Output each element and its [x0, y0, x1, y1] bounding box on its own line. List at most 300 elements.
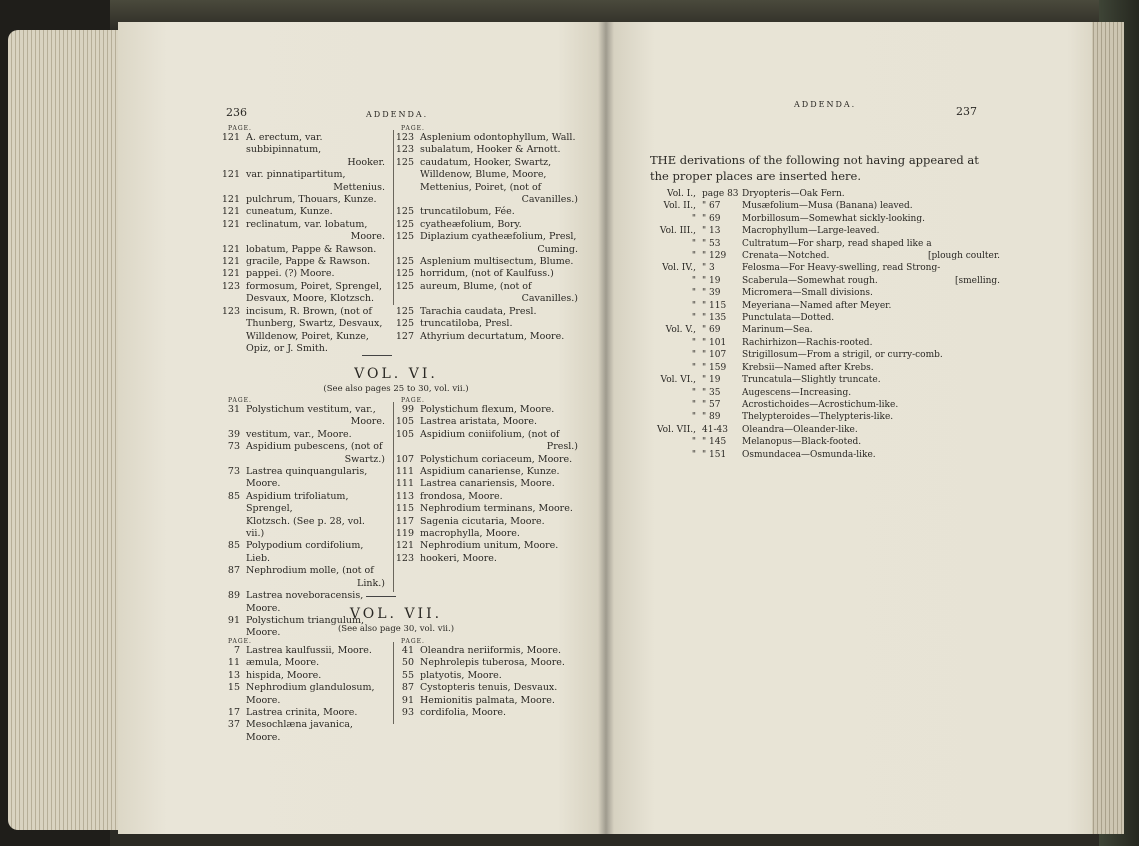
index-column: [394, 645, 578, 719]
index-entry: [220, 281, 385, 293]
entry-page-number: 115: [395, 503, 414, 515]
entry-page-number: 121: [221, 169, 240, 181]
index-entry: [394, 281, 578, 293]
index-column: [220, 645, 385, 744]
derivation-text: Felosma—For Heavy-swelling, read Strong-: [742, 263, 941, 274]
intro-text: THE derivations of the following not having appeared at: [650, 153, 979, 167]
entry-text: subalatum, Hooker & Arnott.: [420, 144, 561, 156]
volume-label: ": [691, 275, 696, 286]
index-entry: [220, 306, 385, 318]
page-ref: " 101: [702, 337, 727, 348]
volume-label: Vol. VI.,: [660, 375, 696, 386]
entry-text: Aspidium canariense, Kunze.: [420, 466, 560, 478]
index-entry: [394, 682, 578, 694]
index-entry: [394, 331, 578, 343]
entry-page-number: 91: [227, 614, 240, 626]
volume-label: ": [691, 350, 696, 361]
index-entry: [220, 670, 385, 682]
page-ref: " 57: [702, 399, 721, 410]
intro-text: the proper places are inserted here.: [650, 169, 862, 183]
index-entry: [394, 553, 578, 565]
entry-text: Aspidium coniifolium, (not of: [420, 428, 560, 440]
derivation-entry: [650, 262, 1000, 274]
entry-text: Lastrea canariensis, Moore.: [420, 478, 555, 490]
entry-text: var. pinnatipartitum,: [246, 169, 346, 181]
book-gutter: [598, 22, 614, 834]
page-ref: " 19: [702, 275, 721, 286]
index-entry: [394, 466, 578, 478]
entry-page-number: 99: [401, 404, 414, 415]
index-entry: [394, 144, 578, 156]
index-entry: [220, 565, 385, 577]
entry-page-number: [220, 343, 240, 355]
page-edges-left: [8, 30, 120, 830]
volume-label: ": [691, 399, 696, 410]
page-column-header: PAGE.: [228, 125, 252, 132]
page-ref: " 69: [702, 213, 721, 224]
entry-text: frondosa, Moore.: [420, 490, 503, 502]
volume-heading: VOL. VI.: [354, 366, 438, 382]
page-ref: " 145: [702, 437, 727, 448]
entry-page-number: 111: [395, 478, 414, 490]
entry-continuation: Hooker.: [347, 156, 385, 168]
page-column-header: PAGE.: [228, 397, 252, 404]
derivation-text: Acrostichoides—Acrostichum-like.: [742, 399, 899, 410]
index-entry: [394, 695, 578, 707]
see-also-note: (See also page 30, vol. vii.): [337, 624, 455, 634]
left-page: [118, 22, 606, 834]
index-entry: [394, 528, 578, 540]
entry-page-number: 13: [227, 669, 240, 681]
index-entry: [394, 404, 578, 416]
section-rule: [366, 596, 396, 597]
derivation-text: Musæfolium—Musa (Banana) leaved.: [742, 201, 913, 212]
entry-text: Thunberg, Swartz, Desvaux,: [246, 318, 383, 330]
index-entry: [394, 670, 578, 682]
derivation-entry: [650, 411, 1000, 423]
index-entry: [220, 206, 385, 218]
page-edges-right: [1090, 22, 1124, 834]
index-column: [220, 132, 385, 355]
entry-continuation: Swartz.): [344, 453, 385, 465]
entry-continuation: Moore.: [350, 416, 385, 428]
entry-page-number: 113: [395, 490, 414, 502]
index-entry: [394, 540, 578, 552]
page-column-header: PAGE.: [401, 638, 425, 645]
entry-page-number: 85: [227, 540, 240, 552]
derivation-text: Krebsii—Named after Krebs.: [742, 362, 874, 373]
entry-text: Sagenia cicutaria, Moore.: [420, 515, 545, 527]
volume-label: ": [691, 362, 696, 373]
entry-text: lobatum, Pappe & Rawson.: [246, 243, 377, 255]
page-ref: 41-43: [702, 424, 728, 435]
entry-page-number: 125: [395, 156, 414, 168]
index-entry: [394, 256, 578, 268]
entry-continuation: Cavanilles.): [521, 293, 578, 305]
volume-label: ": [691, 449, 696, 460]
derivation-entry: [650, 213, 1000, 225]
index-column: [394, 404, 578, 565]
derivation-text: Punctulata—Dotted.: [742, 313, 835, 324]
entry-page-number: 121: [221, 132, 240, 143]
index-column: [220, 404, 385, 640]
derivation-text: Meyeriana—Named after Meyer.: [742, 300, 892, 311]
index-entry: [220, 194, 385, 206]
derivation-entry: [650, 349, 1000, 361]
volume-label: ": [691, 251, 696, 262]
page-number: 237: [956, 105, 977, 118]
entry-continuation: Cavanilles.): [521, 194, 578, 206]
entry-text: hispida, Moore.: [246, 669, 322, 681]
entry-text: pappei. (?) Moore.: [246, 268, 335, 280]
entry-text: horridum, (not of Kaulfuss.): [420, 268, 554, 280]
page-ref: " 89: [702, 412, 721, 423]
entry-text: aureum, Blume, (not of: [420, 280, 532, 292]
entry-text: cuneatum, Kunze.: [246, 206, 333, 218]
derivation-text: Strigillosum—From a strigil, or curry-comb.: [742, 350, 943, 361]
entry-text: A. erectum, var. subbipinnatum,: [246, 132, 323, 156]
entry-text: truncatiloba, Presl.: [420, 318, 513, 330]
entry-page-number: 93: [401, 707, 414, 719]
derivation-entry: [650, 188, 1000, 200]
entry-page-number: 121: [221, 256, 240, 268]
entry-text: Hemionitis palmata, Moore.: [420, 694, 555, 706]
index-entry: [220, 132, 385, 157]
volume-label: Vol. V.,: [665, 325, 696, 336]
index-entry: [220, 516, 385, 541]
derivation-entry: [650, 312, 1000, 324]
page-ref: " 19: [702, 375, 721, 386]
entry-text: Polypodium cordifolium, Lieb.: [246, 540, 364, 564]
derivation-entry: [650, 250, 1000, 262]
index-entry: [220, 331, 385, 343]
page-ref: " 13: [702, 226, 721, 237]
entry-page-number: 7: [233, 645, 240, 656]
entry-text: Willdenow, Blume, Moore,: [420, 169, 547, 181]
entry-text: Opiz, or J. Smith.: [246, 342, 328, 354]
page-ref: " 3: [702, 263, 715, 274]
entry-continuation: Presl.): [546, 441, 578, 453]
derivation-text: Augescens—Increasing.: [742, 387, 852, 398]
entry-page-number: 41: [401, 645, 414, 656]
index-entry: [220, 268, 385, 280]
index-entry: [220, 169, 385, 181]
index-entry: [394, 429, 578, 441]
entry-text: Nephrodium glandulosum, Moore.: [246, 682, 375, 706]
entry-text: Polystichum flexum, Moore.: [420, 404, 555, 415]
derivation-entry: [650, 287, 1000, 299]
index-entry: [220, 244, 385, 256]
entry-page-number: 121: [221, 243, 240, 255]
derivation-entry: [650, 238, 1000, 250]
entry-text: Asplenium multisectum, Blume.: [420, 256, 574, 268]
page-ref: " 159: [702, 362, 727, 373]
volume-label: ": [691, 288, 696, 299]
volume-label: ": [691, 313, 696, 324]
entry-continuation: Cuming.: [537, 243, 578, 255]
index-entry: [394, 206, 578, 218]
index-entry: [220, 429, 385, 441]
index-entry: [220, 645, 385, 657]
derivation-text: Truncatula—Slightly truncate.: [742, 375, 881, 386]
entry-page-number: 39: [227, 428, 240, 440]
running-head: ADDENDA.: [366, 110, 429, 119]
derivation-entry: [650, 399, 1000, 411]
entry-page-number: 121: [221, 218, 240, 230]
entry-page-number: 125: [395, 280, 414, 292]
entry-page-number: 117: [395, 515, 414, 527]
derivation-entry: [650, 449, 1000, 461]
entry-text: cordifolia, Moore.: [420, 707, 507, 719]
entry-text: Willdenow, Poiret, Kunze,: [246, 330, 369, 342]
entry-text: Nephrodium molle, (not of: [246, 565, 374, 577]
index-entry: [394, 219, 578, 231]
entry-page-number: 123: [395, 144, 414, 156]
entry-page-number: [394, 182, 414, 194]
section-rule: [362, 355, 392, 356]
index-entry: [220, 441, 385, 453]
entry-page-number: 89: [227, 590, 240, 602]
derivation-text: Scaberula—Somewhat rough.: [742, 275, 878, 286]
entry-page-number: 91: [401, 694, 414, 706]
derivation-text: Osmundacea—Osmunda-like.: [742, 449, 876, 460]
entry-page-number: 123: [221, 280, 240, 292]
index-entry: [394, 169, 578, 181]
volume-label: ": [691, 412, 696, 423]
derivation-entry: [650, 424, 1000, 436]
entry-page-number: 121: [221, 194, 240, 206]
entry-text: gracile, Pappe & Rawson.: [246, 256, 371, 268]
entry-page-number: 125: [395, 268, 414, 280]
index-entry: [220, 318, 385, 330]
page-column-header: PAGE.: [401, 397, 425, 404]
index-column: [394, 132, 578, 343]
index-entry: [394, 503, 578, 515]
entry-page-number: 105: [395, 416, 414, 428]
entry-page-number: 73: [227, 466, 240, 478]
index-entry: [394, 182, 578, 194]
entry-page-number: 125: [395, 206, 414, 218]
derivation-entry: [650, 387, 1000, 399]
entry-text: hookeri, Moore.: [420, 552, 497, 564]
index-entry: [394, 306, 578, 318]
derivation-continuation: [smelling.: [954, 275, 1000, 286]
derivation-entry: [650, 324, 1000, 336]
entry-page-number: 85: [227, 490, 240, 502]
derivation-text: Marinum—Sea.: [742, 325, 813, 336]
entry-page-number: 125: [395, 318, 414, 330]
index-entry: [220, 466, 385, 491]
entry-text: Lastrea kaulfussii, Moore.: [246, 645, 372, 656]
index-entry: [394, 132, 578, 144]
derivation-entry: [650, 275, 1000, 287]
entry-text: platyotis, Moore.: [420, 669, 502, 681]
entry-page-number: 125: [395, 256, 414, 268]
entry-page-number: 17: [227, 707, 240, 719]
entry-text: reclinatum, var. lobatum,: [246, 218, 368, 230]
entry-text: Aspidium trifoliatum, Sprengel,: [246, 490, 349, 515]
index-entry: [220, 719, 385, 744]
index-entry: [220, 491, 385, 516]
page-ref: " 129: [702, 251, 727, 262]
entry-page-number: 127: [395, 330, 414, 342]
entry-text: Nephrodium unitum, Moore.: [420, 540, 559, 552]
page-ref: " 135: [702, 313, 727, 324]
entry-continuation: Mettenius.: [333, 181, 385, 193]
volume-label: ": [691, 337, 696, 348]
page-ref: " 67: [702, 201, 721, 212]
index-entry: [220, 682, 385, 707]
index-entry: [220, 256, 385, 268]
see-also-note: (See also pages 25 to 30, vol. vii.): [323, 384, 469, 394]
page-ref: " 39: [702, 288, 721, 299]
index-entry: [394, 157, 578, 169]
entry-page-number: 73: [227, 441, 240, 453]
page-ref: " 53: [702, 238, 721, 249]
derivation-text: Morbillosum—Somewhat sickly-looking.: [742, 213, 925, 224]
volume-label: ": [691, 387, 696, 398]
entry-page-number: 111: [395, 466, 414, 478]
derivation-text: Rachirhizon—Rachis-rooted.: [742, 337, 873, 348]
page-column-header: PAGE.: [401, 125, 425, 132]
index-entry: [394, 491, 578, 503]
entry-page-number: 11: [227, 657, 240, 669]
derivation-text: Melanopus—Black-footed.: [742, 437, 862, 448]
right-page: [606, 22, 1092, 834]
entry-text: Athyrium decurtatum, Moore.: [420, 330, 565, 342]
page-ref: " 107: [702, 350, 727, 361]
volume-label: Vol. IV.,: [662, 263, 696, 274]
volume-label: Vol. III.,: [659, 226, 696, 237]
entry-page-number: 105: [395, 428, 414, 440]
entry-page-number: 125: [395, 231, 414, 243]
entry-page-number: 119: [395, 528, 414, 540]
entry-page-number: 125: [395, 218, 414, 230]
entry-page-number: [220, 516, 240, 541]
page-ref: " 151: [702, 449, 727, 460]
entry-text: Lastrea crinita, Moore.: [246, 707, 358, 719]
index-entry: [220, 707, 385, 719]
entry-text: truncatilobum, Fée.: [420, 206, 515, 218]
entry-page-number: 15: [227, 682, 240, 694]
entry-text: Cystopteris tenuis, Desvaux.: [420, 682, 558, 694]
derivation-entry: [650, 374, 1000, 386]
index-entry: [220, 540, 385, 565]
entry-text: Lastrea quinquangularis, Moore.: [246, 466, 368, 490]
derivation-entry: [650, 436, 1000, 448]
entry-page-number: [220, 331, 240, 343]
entry-text: Desvaux, Moore, Klotzsch.: [246, 293, 375, 305]
entry-page-number: 107: [395, 453, 414, 465]
volume-label: ": [691, 238, 696, 249]
index-entry: [394, 318, 578, 330]
entry-text: Nephrodium terminans, Moore.: [420, 503, 573, 515]
entry-text: Oleandra neriiformis, Moore.: [420, 645, 561, 656]
entry-text: Nephrolepis tuberosa, Moore.: [420, 657, 565, 669]
entry-page-number: [220, 318, 240, 330]
index-entry: [220, 219, 385, 231]
index-entry: [394, 416, 578, 428]
derivation-text: Thelypteroides—Thelypteris-like.: [742, 412, 894, 423]
entry-text: pulchrum, Thouars, Kunze.: [246, 194, 377, 206]
derivation-entry: [650, 225, 1000, 237]
index-entry: [220, 343, 385, 355]
volume-label: Vol. I.,: [667, 189, 696, 199]
entry-page-number: 121: [395, 540, 414, 552]
entry-page-number: 87: [401, 682, 414, 694]
entry-text: Polystichum coriaceum, Moore.: [420, 453, 573, 465]
entry-page-number: 121: [221, 206, 240, 218]
entry-text: Asplenium odontophyllum, Wall.: [420, 132, 576, 143]
entry-text: Klotzsch. (See p. 28, vol. vii.): [246, 515, 365, 540]
derivation-entry: [650, 200, 1000, 212]
derivation-text: Crenata—Notched.: [742, 251, 830, 262]
entry-page-number: [220, 293, 240, 305]
entry-page-number: 123: [395, 552, 414, 564]
derivation-text: Oleandra—Oleander-like.: [742, 424, 858, 435]
entry-text: Mesochlæna javanica, Moore.: [246, 719, 353, 743]
entry-text: macrophylla, Moore.: [420, 528, 520, 540]
volume-label: Vol. II.,: [663, 201, 696, 212]
derivations-list: [650, 188, 1000, 461]
entry-text: formosum, Poiret, Sprengel,: [246, 280, 382, 292]
volume-heading: VOL. VII.: [349, 606, 443, 622]
entry-continuation: Moore.: [350, 231, 385, 243]
entry-text: Diplazium cyatheæfolium, Presl,: [420, 231, 577, 243]
entry-text: æmula, Moore.: [246, 657, 320, 669]
derivation-entry: [650, 337, 1000, 349]
entry-page-number: 87: [227, 565, 240, 577]
volume-label: ": [691, 300, 696, 311]
derivation-text: Dryopteris—Oak Fern.: [742, 189, 845, 199]
derivation-entry: [650, 362, 1000, 374]
entry-text: Aspidium pubescens, (not of: [246, 441, 383, 453]
running-head: ADDENDA.: [794, 100, 857, 109]
entry-text: Polystichum vestitum, var.,: [246, 404, 376, 415]
index-entry: [394, 707, 578, 719]
entry-text: cyatheæfolium, Bory.: [420, 218, 522, 230]
entry-page-number: 123: [221, 305, 240, 317]
index-entry: [220, 293, 385, 305]
entry-text: Tarachia caudata, Presl.: [420, 305, 537, 317]
entry-text: Mettenius, Poiret, (not of: [420, 181, 542, 193]
entry-page-number: 55: [401, 669, 414, 681]
entry-page-number: 50: [401, 657, 414, 669]
index-entry: [220, 404, 385, 416]
entry-page-number: 123: [395, 132, 414, 143]
entry-page-number: [394, 169, 414, 181]
page-ref: " 115: [702, 300, 727, 311]
entry-text: Polystichum triangulum, Moore.: [246, 614, 365, 639]
page-number: 236: [226, 106, 247, 119]
index-entry: [394, 478, 578, 490]
index-entry: [220, 657, 385, 669]
entry-text: caudatum, Hooker, Swartz,: [420, 156, 552, 168]
derivation-text: Cultratum—For sharp, read shaped like a: [742, 238, 932, 249]
page-ref: page 83: [702, 189, 739, 199]
derivation-text: Macrophyllum—Large-leaved.: [742, 226, 880, 237]
entry-continuation: Link.): [357, 577, 385, 589]
derivation-text: Micromera—Small divisions.: [742, 288, 873, 299]
entry-text: vestitum, var., Moore.: [246, 428, 352, 440]
page-ref: " 35: [702, 387, 721, 398]
index-entry: [394, 231, 578, 243]
entry-page-number: 125: [395, 305, 414, 317]
entry-text: Lastrea noveboracensis, Moore.: [246, 590, 364, 614]
volume-label: ": [691, 213, 696, 224]
index-entry: [394, 516, 578, 528]
entry-text: Lastrea aristata, Moore.: [420, 416, 537, 428]
